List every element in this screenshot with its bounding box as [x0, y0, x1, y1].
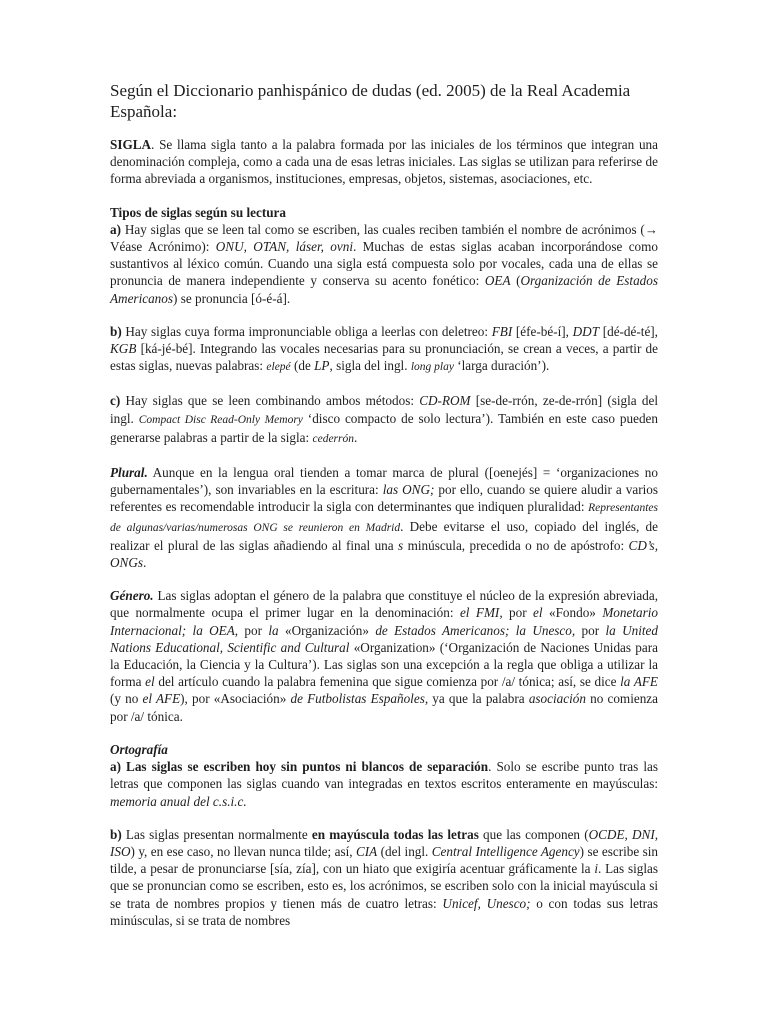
ortografia-section	[110, 741, 658, 810]
ortografia-item-a: a) Las siglas se escriben hoy sin puntos ni blancos de separación. Solo se escribe punto tras las letras que componen las siglas cuando van integradas en textos escritos enteramente en mayúsculas: memoria anual del c.s.i.c.	[110, 759, 658, 809]
plural-section: Plural. Aunque en la lengua oral tienden a tomar marca de plural ([oenejés] = ‘organizaciones no gubernamentales’), son invariables en la escritura: las ONG; por ello, cuando se quiere aludir a varios referentes es recomendable introducir la sigla con determinantes que indiquen pluralidad: Representantes de algunas/varias/numerosas ONG se reunieron en Madrid. Debe evitarse el uso, copiado del inglés, de realizar el plural de las siglas añadiendo al final una s minúscula, precedida o no de apóstrofo: CD’s, ONGs.	[110, 465, 658, 571]
document-page	[110, 80, 658, 945]
genero-section: Género. Las siglas adoptan el género de la palabra que constituye el núcleo de la expresión abreviada, que normalmente ocupa el primer lugar en la denominación: el FMI, por el «Fondo» Monetario Internacional; la OEA, por la «Organización» de Estados Americanos; la Unesco, por la United Nations Educational, Scientific and Cultural «Organization» (‘Organización de Naciones Unidas para la Educación, la Ciencia y la Cultura’). Las siglas son una excepción a la regla que obliga a utilizar la forma el del artículo cuando la palabra femenina que sigue comienza por /a/ tónica; así, se dice la AFE (y no el AFE), por «Asociación» de Futbolistas Españoles, ya que la palabra asociación no comienza por /a/ tónica.	[110, 588, 659, 724]
ortografia-heading: Ortografía	[110, 741, 168, 757]
intro-heading: Según el Diccionario panhispánico de dudas (ed. 2005) de la Real Academia Española:	[110, 81, 631, 121]
genero-term: Género.	[110, 588, 154, 604]
tipos-heading: Tipos de siglas según su lectura	[110, 204, 286, 220]
tipos-item-a: a) Hay siglas que se leen tal como se escriben, las cuales reciben también el nombre de acrónimos (→ Véase Acrónimo): ONU, OTAN, láser, ovni. Muchas de estas siglas acaban incorporándose como sustantivos al léxico común. Cuando una sigla está compuesta solo por vocales, cada una de ellas se pronuncia de manera independiente y conserva su acento fonético: OEA (Organización de Estados Americanos) se pronuncia [ó-é-á].	[110, 221, 658, 306]
tipos-section	[110, 204, 658, 307]
tipos-item-c: c) Hay siglas que se leen combinando ambos métodos: CD-ROM [se-de-rrón, ze-de-rrón] (sigla del ingl. Compact Disc Read-Only Memory ‘disco compacto de solo lectura’). También en este caso pueden generarse palabras a partir de la sigla: cederrón.	[110, 393, 658, 445]
ortografia-item-b: b) Las siglas presentan normalmente en mayúscula todas las letras que las componen (OCDE, DNI, ISO) y, en ese caso, no llevan nunca tilde; así, CIA (del ingl. Central Intelligence Agency) se escribe sin tilde, a pesar de pronunciarse [sía, zía], con un hiato que exigiría acentuar gráficamente la i. Las siglas que se pronuncian como se escriben, esto es, los acrónimos, se escriben solo con la inicial mayúscula si se trata de nombres propios y tienen más de cuatro letras: Unicef, Unesco; o con todas sus letras minúsculas, si se trata de nombres	[110, 826, 659, 928]
sigla-term: SIGLA	[110, 137, 152, 152]
tipos-item-b: b) Hay siglas cuya forma impronunciable obliga a leerlas con deletreo: FBI [éfe-bé-í], DDT [dé-dé-té], KGB [ká-jé-bé]. Integrando las vocales necesarias para su pronunciación, se crean a veces, a partir de estas siglas, nuevas palabras: elepé (de LP, sigla del ingl. long play ‘larga duración’).	[110, 323, 658, 374]
plural-term: Plural.	[110, 465, 148, 481]
sigla-definition: SIGLA. Se llama sigla tanto a la palabra formada por las iniciales de los términos que integran una denominación compleja, como a cada una de esas letras iniciales. Las siglas se utilizan para referirse de forma abreviada a organismos, instituciones, empresas, objetos, sistemas, asociaciones, etc.	[110, 137, 658, 187]
